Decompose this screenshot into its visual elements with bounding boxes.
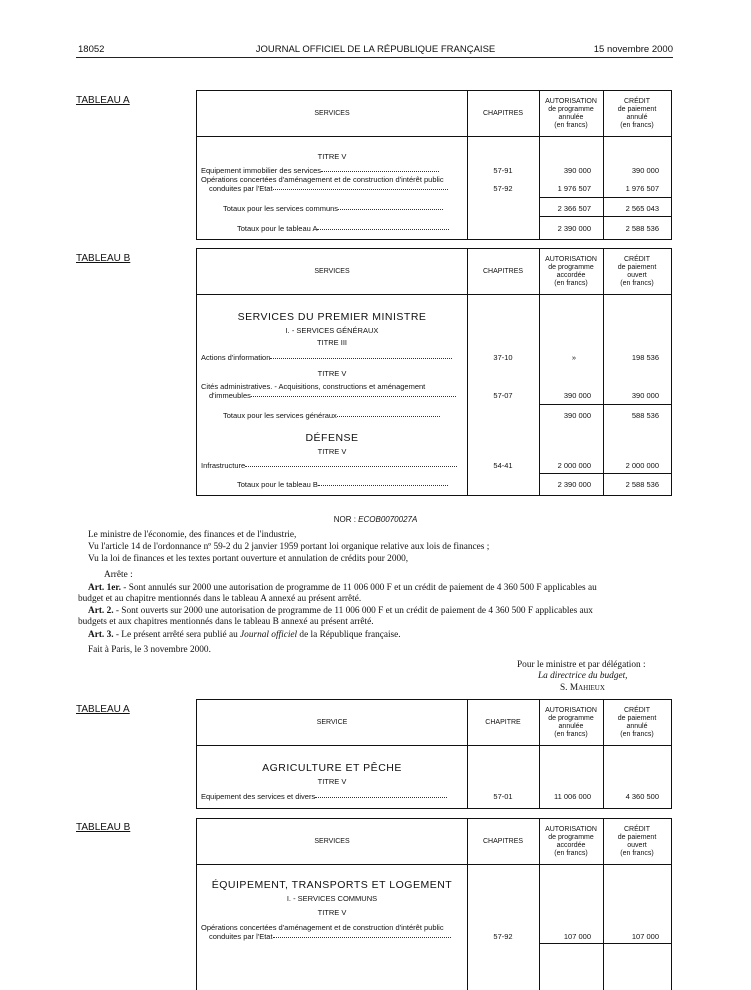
table4 [196,818,672,990]
header-credit: CRÉDIT de paiement ouvert (en francs) [617,256,657,287]
row-autorisation: » [571,353,576,362]
article-2-cont: budgets et aux chapitres mentionnés dans le tableau B annexé au présent arrêté. [78,617,374,627]
row-credit: 390 000 [631,391,659,400]
total-label: Totaux pour le tableau B [237,480,448,489]
total-label: Totaux pour le tableau A [237,224,449,233]
row-label: d'immeubles [209,391,456,400]
titre-iii: TITRE III [317,338,347,347]
section-title: I. - SERVICES COMMUNS [286,894,378,903]
header-chapitres: CHAPITRES [482,268,524,275]
row-credit: 2 000 000 [625,461,659,470]
header-credit: CRÉDIT de paiement annulé (en francs) [617,707,657,738]
row-label: Infrastructure [201,461,457,470]
titre-v: TITRE V [317,908,347,917]
header-autorisation: AUTORISATION de programme annulée (en francs) [545,98,597,129]
section-title: I. - SERVICES GÉNÉRAUX [285,326,379,335]
total-credit: 2 565 043 [625,204,659,213]
total-credit: 588 536 [631,411,659,420]
row-chapitre: 57-01 [493,792,513,801]
table4-label: TABLEAU B [76,822,131,833]
body-paragraph: Le ministre de l'économie, des finances et de l'industrie, [88,530,297,540]
row-label: conduites par l'Etat [209,932,451,941]
titre-v: TITRE V [317,152,347,161]
arrete-heading: Arrête : [104,570,133,580]
article-2: Art. 2. - Sont ouverts sur 2000 une autorisation de programme de 11 006 000 F et un crédit de paiement de 4 360 500 F applicables aux [88,606,593,616]
header-credit: CRÉDIT de paiement annulé (en francs) [617,98,657,129]
row-chapitre: 57-92 [493,184,513,193]
body-paragraph: Vu la loi de finances et les textes portant ouverture et annulation de crédits pour 2000, [88,554,409,564]
row-label: Equipement immobilier des services [201,166,439,175]
titre-v: TITRE V [317,369,347,378]
titre-v: TITRE V [317,447,347,456]
header-service: SERVICE [316,719,348,726]
table2 [196,248,672,496]
page-number: 18052 [78,44,105,55]
table1 [196,90,672,240]
row-autorisation: 390 000 [563,166,591,175]
table1-label: TABLEAU A [76,95,130,106]
row-chapitre: 57-92 [493,932,513,941]
signature-line: Pour le ministre et par délégation : [517,660,646,670]
body-paragraph: Vu l'article 14 de l'ordonnance nº 59-2 du 2 janvier 1959 portant loi organique relative aux lois de finances ; [88,542,490,552]
row-label: Cités administratives. - Acquisitions, constructions et aménagement [201,382,426,391]
header-chapitre: CHAPITRE [485,719,521,726]
table2-label: TABLEAU B [76,253,131,264]
row-label: Equipement des services et divers [201,792,447,801]
row-chapitre: 54-41 [493,461,513,470]
header-autorisation: AUTORISATION de programme accordée (en francs) [545,826,597,857]
ministry-title: DÉFENSE [305,432,359,444]
row-label: conduites par l'Etat [209,184,448,193]
header-autorisation: AUTORISATION de programme annulée (en francs) [545,707,597,738]
row-autorisation: 1 976 507 [557,184,591,193]
table3-label: TABLEAU A [76,704,130,715]
total-label: Totaux pour les services communs [223,204,443,213]
row-autorisation: 11 006 000 [554,792,591,801]
header-rule [76,57,673,58]
total-autorisation: 390 000 [563,411,591,420]
row-autorisation: 390 000 [563,391,591,400]
row-credit: 198 536 [631,353,659,362]
row-credit: 1 976 507 [625,184,659,193]
total-label: Totaux pour les services généraux [223,411,440,420]
row-chapitre: 57-07 [493,391,513,400]
header-services: SERVICES [314,838,350,845]
publication-date: 15 novembre 2000 [593,44,673,55]
header-services: SERVICES [314,268,350,275]
signature-name: S. Mahieux [560,683,605,693]
titre-v: TITRE V [317,777,347,786]
fait-a-paris: Fait à Paris, le 3 novembre 2000. [88,645,211,655]
row-credit: 390 000 [631,166,659,175]
nor-reference: NOR : ECOB0070027A [333,515,418,524]
row-label: Opérations concertées d'aménagement et de construction d'intérêt public [201,175,444,184]
row-label: Opérations concertées d'aménagement et de construction d'intérêt public [201,923,444,932]
article-1-cont: budget et au chapitre mentionnés dans le tableau A annexé au présent arrêté. [78,594,362,604]
signature-role: La directrice du budget, [538,671,628,681]
row-credit: 107 000 [631,932,659,941]
table3 [196,699,672,809]
header-chapitres: CHAPITRES [482,838,524,845]
ministry-title: SERVICES DU PREMIER MINISTRE [237,311,427,323]
row-chapitre: 37-10 [493,353,513,362]
total-autorisation: 2 390 000 [557,480,591,489]
header-autorisation: AUTORISATION de programme accordée (en francs) [545,256,597,287]
total-credit: 2 588 536 [625,480,659,489]
article-3: Art. 3. - Le présent arrêté sera publié au Journal officiel de la République française. [88,630,401,640]
article-1: Art. 1er. - Sont annulés sur 2000 une autorisation de programme de 11 006 000 F et un crédit de paiement de 4 360 500 F applicables au [88,583,597,593]
total-autorisation: 2 390 000 [557,224,591,233]
ministry-title: ÉQUIPEMENT, TRANSPORTS ET LOGEMENT [211,879,453,891]
journal-title: JOURNAL OFFICIEL DE LA RÉPUBLIQUE FRANÇAISE [255,44,496,55]
row-autorisation: 2 000 000 [557,461,591,470]
ministry-title: AGRICULTURE ET PÊCHE [262,762,402,774]
header-credit: CRÉDIT de paiement ouvert (en francs) [617,826,657,857]
row-chapitre: 57-91 [493,166,513,175]
total-autorisation: 2 366 507 [557,204,591,213]
row-credit: 4 360 500 [625,792,659,801]
header-chapitres: CHAPITRES [482,110,524,117]
row-label: Actions d'information [201,353,452,362]
row-autorisation: 107 000 [563,932,591,941]
total-credit: 2 588 536 [625,224,659,233]
header-services: SERVICES [314,110,350,117]
